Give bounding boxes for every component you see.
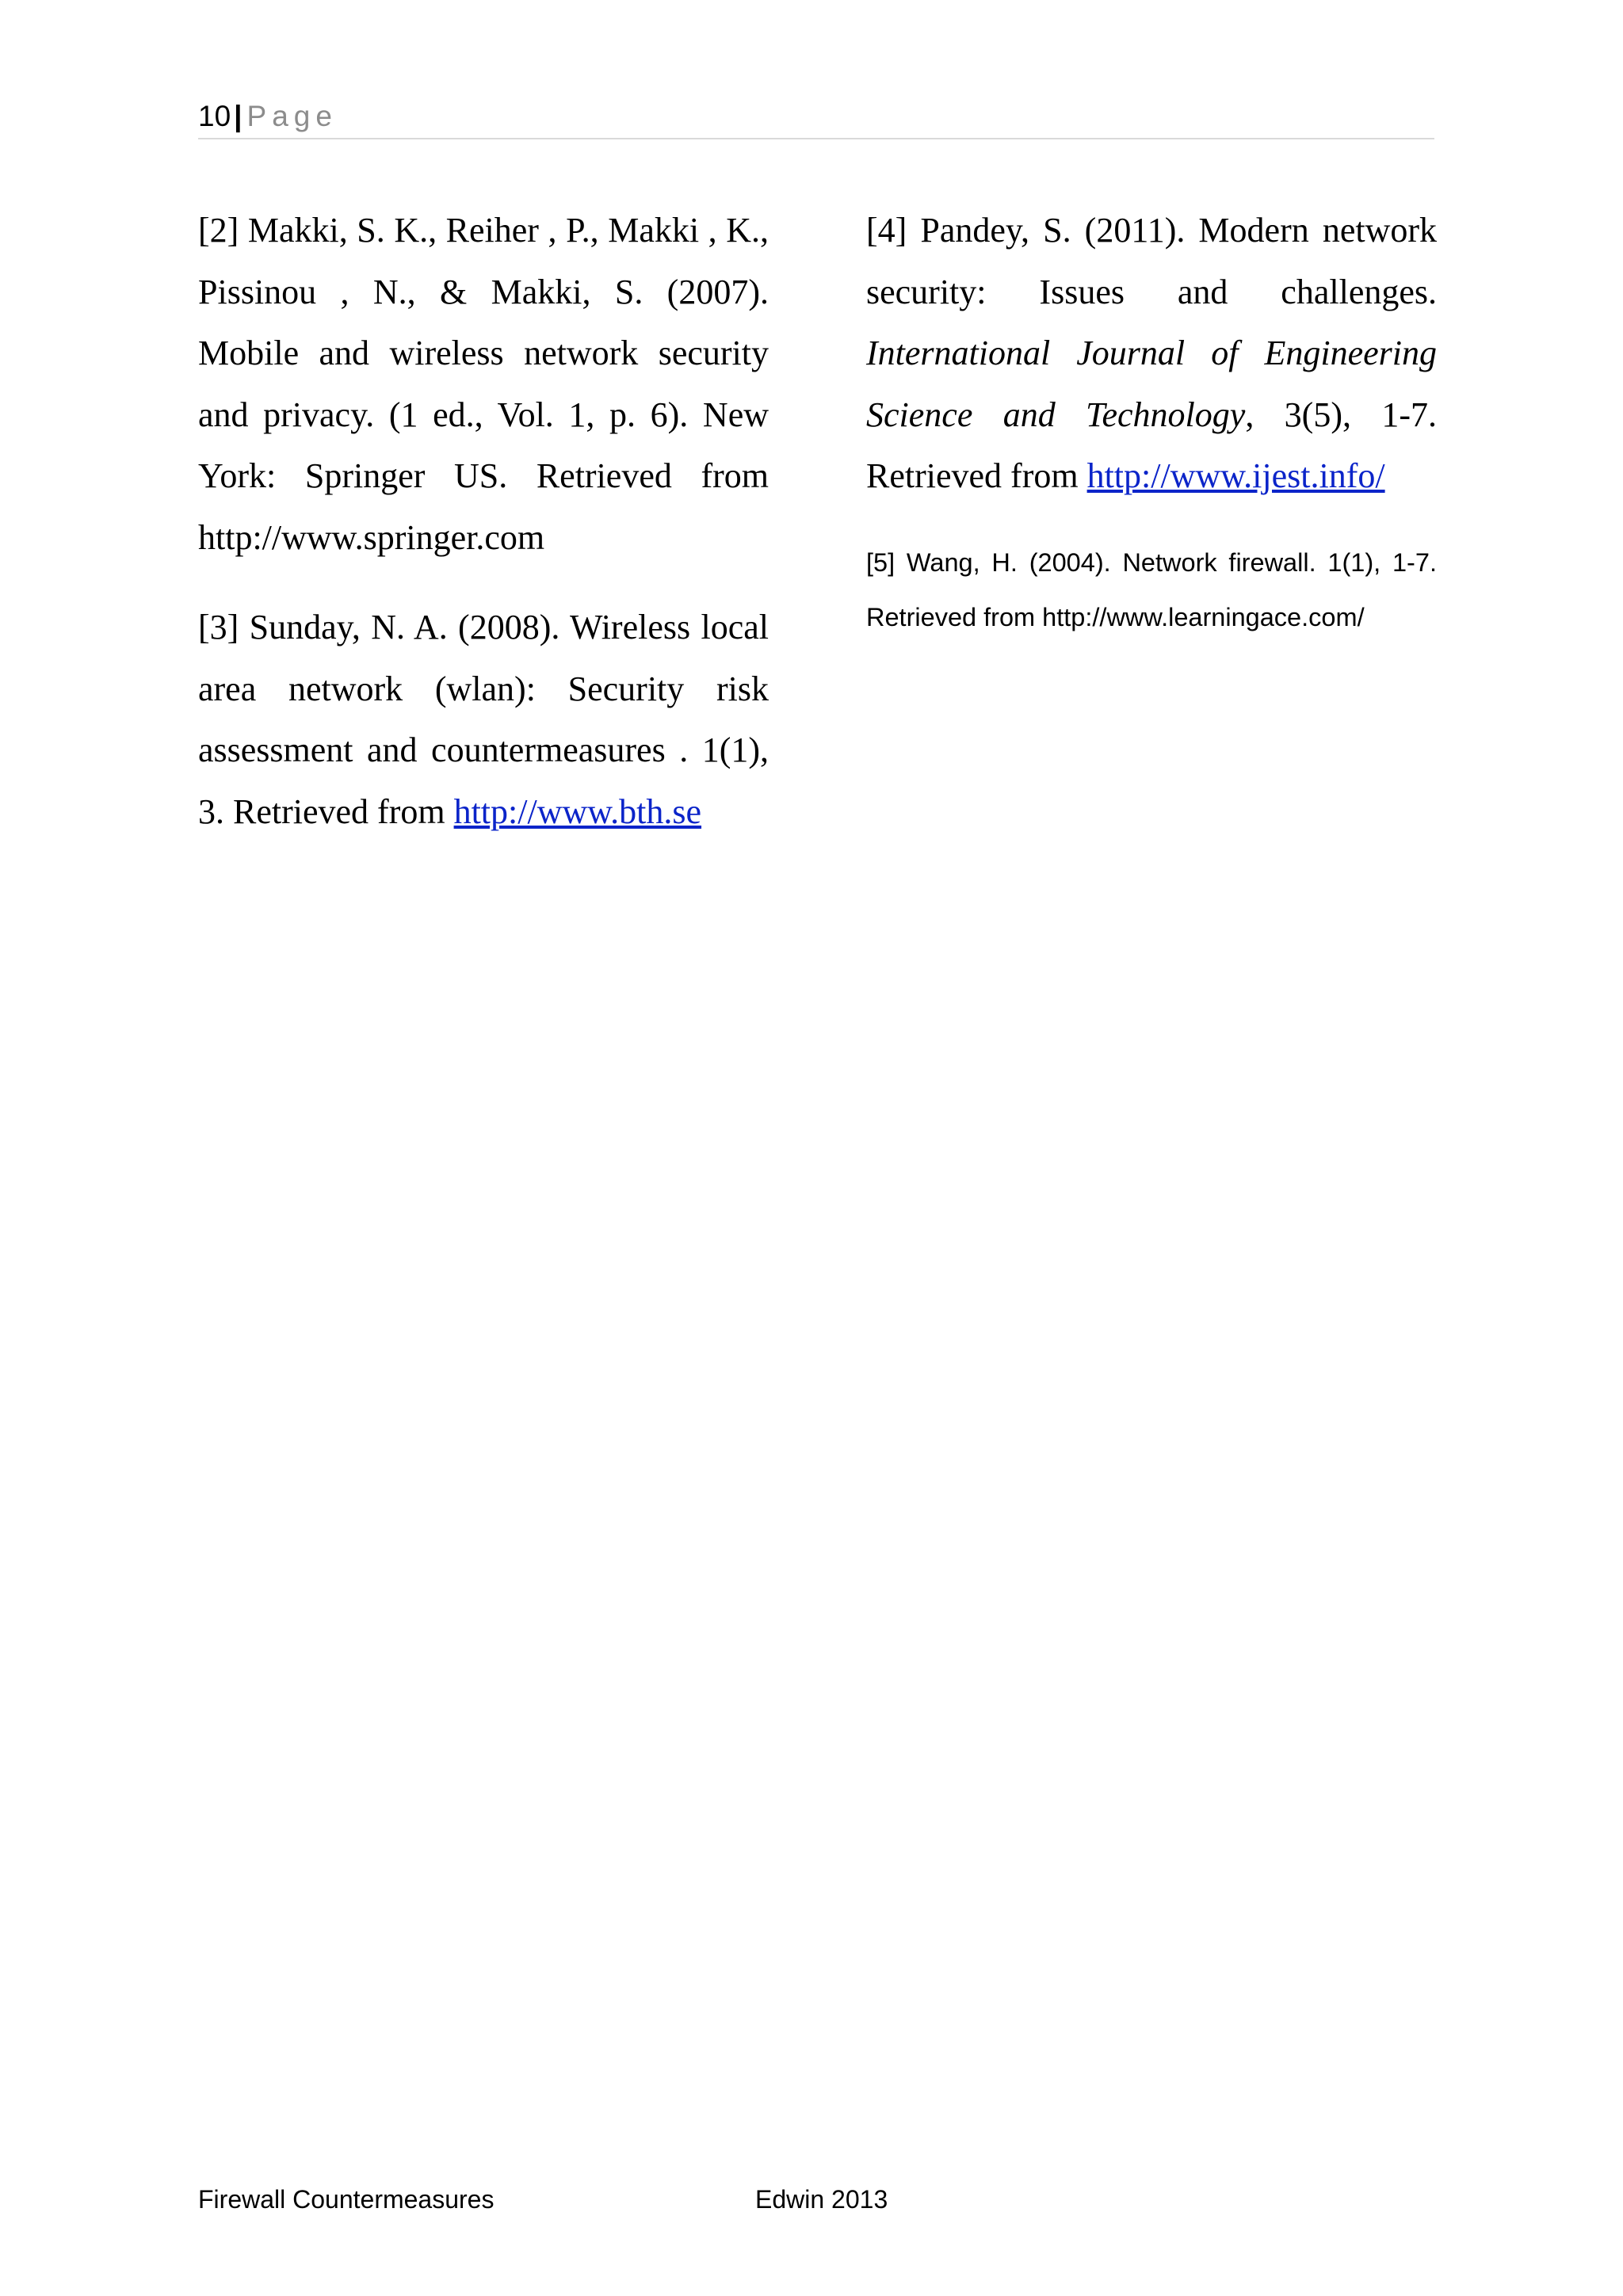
reference-4-suffix: , 3(5), 1-7. Retrieved from	[866, 395, 1437, 495]
footer-title: Firewall Countermeasures	[198, 2185, 495, 2214]
page-header	[198, 100, 1434, 139]
reference-4-journal: International Journal of Engineering Science and Technology	[866, 334, 1437, 434]
page-number: 10	[198, 100, 231, 132]
footer-author: Edwin 2013	[755, 2185, 888, 2214]
header-separator: |	[234, 100, 242, 132]
right-column	[866, 200, 1437, 674]
reference-3-link[interactable]: http://www.bth.se	[453, 791, 702, 831]
reference-4-link[interactable]: http://www.ijest.info/	[1086, 456, 1385, 495]
reference-3-text: [3] Sunday, N. A. (2008). Wireless local area network (wlan): Security risk assessment and countermeasures . 1(1), 3. Retrieved from	[198, 608, 769, 831]
reference-5-text: [5] Wang, H. (2004). Network firewall. 1(1), 1-7. Retrieved from http://www.learningace.com/	[866, 547, 1437, 631]
left-column	[198, 200, 769, 871]
reference-4	[866, 200, 1437, 507]
reference-5	[866, 536, 1437, 646]
reference-2	[198, 200, 769, 568]
page-label: Page	[246, 100, 338, 132]
reference-3	[198, 597, 769, 842]
reference-2-text: [2] Makki, S. K., Reiher , P., Makki , K., Pissinou , N., & Makki, S. (2007). Mobile and wireless network security and privacy. (1 ed., Vol. 1, p. 6). New York: Springer US. Retrieved from http://www.springer.com	[198, 211, 769, 557]
reference-4-prefix: [4] Pandey, S. (2011). Modern network security: Issues and challenges.	[866, 211, 1437, 311]
